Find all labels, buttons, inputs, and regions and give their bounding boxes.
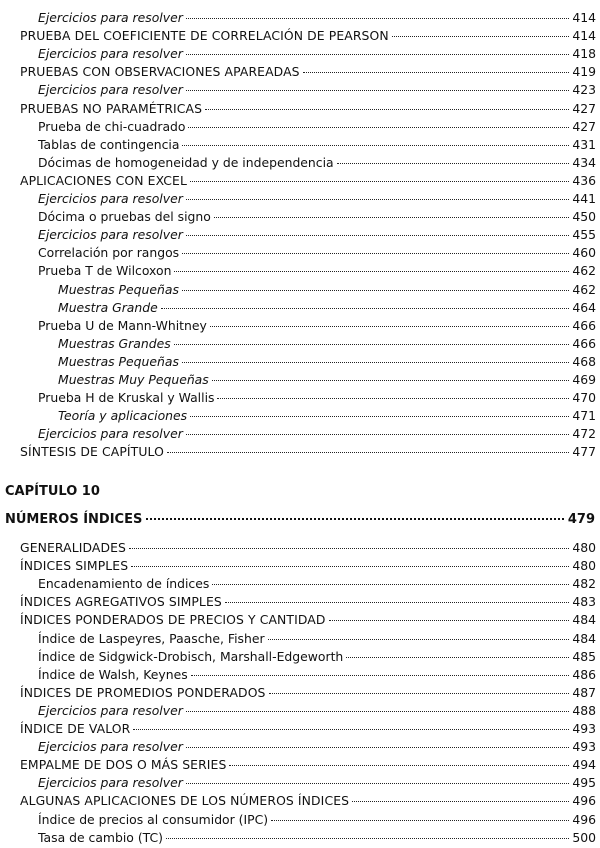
toc-entry-title: Muestras Muy Pequeñas <box>58 372 209 387</box>
toc-entry-page: 472 <box>572 426 596 442</box>
toc-entry-title: Muestras Pequeñas <box>58 281 179 297</box>
toc-entry-page: 419 <box>572 64 596 80</box>
toc-entry[interactable] <box>20 63 596 81</box>
toc-entry[interactable] <box>58 299 596 317</box>
dot-leader <box>392 36 570 37</box>
toc-entry-title: Prueba T de Wilcoxon <box>38 263 172 279</box>
toc-entry-title: Tasa de cambio (TC) <box>38 829 163 845</box>
dot-leader <box>182 290 569 291</box>
toc-entry[interactable] <box>38 774 596 792</box>
toc-entry-page: 480 <box>572 558 596 574</box>
dot-leader <box>167 452 569 453</box>
toc-entry[interactable] <box>38 648 596 666</box>
toc-entry-title: Prueba H de Kruskal y Wallis <box>38 390 215 406</box>
toc-entry-page: 462 <box>572 263 596 279</box>
toc-entry-title: Prueba U de Mann-Whitney <box>38 317 207 333</box>
toc-entry-page: 484 <box>572 630 596 646</box>
toc-entry-title: Dócima o pruebas del signo <box>38 209 211 225</box>
toc-entry[interactable] <box>38 244 596 262</box>
toc-entry-title: Encadenamiento de índices <box>38 576 210 592</box>
toc-entry-page: 466 <box>572 317 596 333</box>
toc-entry-title: Dócimas de homogeneidad y de independencia <box>38 154 334 170</box>
toc-entry[interactable] <box>58 281 596 299</box>
dot-leader <box>186 54 570 55</box>
toc-entry[interactable] <box>38 829 596 847</box>
toc-entry[interactable] <box>20 557 596 575</box>
toc-entry-page: 460 <box>572 245 596 261</box>
toc-entry-title: Correlación por rangos <box>38 245 180 261</box>
toc-entry[interactable] <box>38 118 596 136</box>
toc-entry[interactable] <box>20 539 596 557</box>
toc-entry-title: Tablas de contingencia <box>38 136 180 152</box>
toc-entry-title: ÍNDICE DE VALOR <box>20 721 131 736</box>
dot-leader <box>268 639 570 640</box>
toc-entry-title: Prueba de chi-cuadrado <box>38 118 186 134</box>
toc-entry[interactable] <box>38 45 596 63</box>
toc-entry[interactable] <box>38 389 596 407</box>
toc-entry-page: 495 <box>572 775 596 791</box>
toc-entry-page: 418 <box>572 46 596 62</box>
toc-entry-title: Teoría y aplicaciones <box>58 408 188 424</box>
toc-entry-title: Ejercicios para resolver <box>38 227 183 243</box>
dot-leader <box>210 326 570 327</box>
toc-entry-title: Muestras Grandes <box>58 335 171 351</box>
dot-leader <box>186 90 570 91</box>
toc-entry-page: 493 <box>572 721 596 736</box>
toc-entry-page: 488 <box>572 702 596 718</box>
toc-entry-page: 480 <box>572 540 596 555</box>
chapter-title-line[interactable] <box>5 512 595 532</box>
dot-leader <box>182 253 569 254</box>
toc-entry[interactable] <box>38 208 596 226</box>
dot-leader <box>212 584 569 585</box>
toc-entry-page: 423 <box>572 82 596 98</box>
dot-leader <box>129 548 569 549</box>
toc-entry-title: SÍNTESIS DE CAPÍTULO <box>20 444 164 460</box>
toc-entry-title: ÍNDICES AGREGATIVOS SIMPLES <box>20 594 222 610</box>
dot-leader <box>329 620 570 621</box>
toc-entry-page: 485 <box>572 648 596 664</box>
toc-entry[interactable] <box>20 27 596 45</box>
dot-leader <box>133 729 569 730</box>
dot-leader <box>188 127 569 128</box>
dot-leader <box>191 675 570 676</box>
toc-entry-page: 441 <box>572 191 596 206</box>
toc-entry[interactable] <box>38 630 596 648</box>
toc-entry-page: 427 <box>572 118 596 134</box>
dot-leader <box>186 711 570 712</box>
dot-leader <box>166 838 569 839</box>
dot-leader <box>182 362 569 363</box>
toc-entry-page: 483 <box>572 594 596 610</box>
dot-leader <box>186 235 570 236</box>
dot-leader <box>214 217 569 218</box>
toc-entry-title: Ejercicios para resolver <box>38 739 183 755</box>
dot-leader <box>337 163 570 164</box>
toc-entry-page: 455 <box>572 227 596 243</box>
toc-entry[interactable] <box>38 575 596 593</box>
toc-entry[interactable] <box>20 720 596 738</box>
toc-entry[interactable] <box>20 684 596 702</box>
toc-entry-page: 462 <box>572 281 596 297</box>
toc-entry-title: ALGUNAS APLICACIONES DE LOS NÚMEROS ÍNDICES <box>20 793 350 809</box>
toc-entry[interactable] <box>58 353 596 371</box>
toc-entry[interactable] <box>38 226 596 244</box>
toc-entry-page: 482 <box>572 576 596 592</box>
toc-entry[interactable] <box>38 738 596 756</box>
toc-entry-page: 496 <box>572 793 596 809</box>
toc-entry-title: Ejercicios para resolver <box>38 46 183 62</box>
toc-entry-title: PRUEBAS CON OBSERVACIONES APAREADAS <box>20 64 300 80</box>
toc-entry[interactable] <box>38 9 596 27</box>
toc-entry[interactable] <box>38 136 596 154</box>
dot-leader <box>229 765 569 766</box>
toc-entry[interactable] <box>58 407 596 425</box>
toc-entry-page: 470 <box>572 390 596 406</box>
dot-leader <box>186 199 570 200</box>
dot-leader <box>190 416 569 417</box>
toc-entry-page: 468 <box>572 353 596 369</box>
toc-entry-page: 414 <box>572 10 596 25</box>
toc-entry-page: 496 <box>572 811 596 827</box>
dot-leader <box>186 434 570 435</box>
toc-entry[interactable] <box>38 262 596 280</box>
dot-leader <box>190 181 569 182</box>
dot-leader <box>186 747 570 748</box>
chapter-page: 479 <box>567 512 595 527</box>
toc-entry[interactable] <box>38 425 596 443</box>
toc-entry[interactable] <box>38 190 596 208</box>
toc-entry[interactable] <box>38 317 596 335</box>
toc-entry-title: APLICACIONES CON EXCEL <box>20 172 187 188</box>
toc-entry-title: GENERALIDADES <box>20 540 127 555</box>
dot-leader <box>131 566 569 567</box>
toc-entry-page: 477 <box>572 444 596 460</box>
toc-entry-title: Índice de Laspeyres, Paasche, Fisher <box>38 630 265 646</box>
dot-leader <box>212 380 570 381</box>
toc-entry-page: 484 <box>572 612 596 628</box>
toc-entry-page: 466 <box>572 335 596 351</box>
toc-entry-title: ÍNDICES PONDERADOS DE PRECIOS Y CANTIDAD <box>20 612 326 628</box>
toc-entry[interactable] <box>20 593 596 611</box>
toc-entry-title: Ejercicios para resolver <box>38 82 183 98</box>
toc-entry-page: 436 <box>572 172 596 188</box>
toc-entry-title: Índice de Walsh, Keynes <box>38 666 188 682</box>
toc-entry[interactable] <box>20 611 596 629</box>
toc-entry-title: PRUEBA DEL COEFICIENTE DE CORRELACIÓN DE PEARSON <box>20 28 389 44</box>
toc-entry-title: PRUEBAS NO PARAMÉTRICAS <box>20 100 203 116</box>
toc-entry-page: 471 <box>572 408 596 424</box>
toc-entry-title: Ejercicios para resolver <box>38 426 183 442</box>
dot-leader <box>182 145 569 146</box>
toc-entry-page: 493 <box>572 739 596 755</box>
toc-entry[interactable] <box>20 792 596 810</box>
toc-entry-title: Ejercicios para resolver <box>38 775 183 791</box>
toc-entry-page: 450 <box>572 209 596 225</box>
toc-entry[interactable] <box>20 100 596 118</box>
toc-entry-title: ÍNDICES SIMPLES <box>20 558 129 574</box>
dot-leader <box>217 398 569 399</box>
dot-leader <box>346 657 569 658</box>
dot-leader <box>174 271 569 272</box>
dot-leader <box>186 783 570 784</box>
dot-leader <box>225 602 570 603</box>
toc-entry-title: ÍNDICES DE PROMEDIOS PONDERADOS <box>20 684 266 700</box>
toc-entry-title: Ejercicios para resolver <box>38 10 183 25</box>
dot-leader <box>186 18 570 19</box>
dot-leader <box>146 518 564 520</box>
toc-entry-page: 431 <box>572 136 596 152</box>
dot-leader <box>174 344 570 345</box>
toc-entry-title: Ejercicios para resolver <box>38 702 183 718</box>
toc-entry[interactable] <box>58 335 596 353</box>
toc-entry[interactable] <box>38 81 596 99</box>
toc-entry[interactable] <box>38 154 596 172</box>
dot-leader <box>303 72 570 73</box>
toc-entry-title: EMPALME DE DOS O MÁS SERIES <box>20 757 227 773</box>
toc-entry-page: 414 <box>572 28 596 44</box>
toc-entry-title: Índice de precios al consumidor (IPC) <box>38 811 269 827</box>
dot-leader <box>271 820 569 821</box>
toc-entry[interactable] <box>20 756 596 774</box>
toc-entry[interactable] <box>38 666 596 684</box>
chapter-label: CAPÍTULO 10 <box>5 484 100 499</box>
toc-entry-page: 494 <box>572 757 596 773</box>
toc-entry-page: 469 <box>572 372 596 387</box>
dot-leader <box>269 693 570 694</box>
toc-entry[interactable] <box>20 443 596 461</box>
toc-entry-page: 434 <box>572 154 596 170</box>
toc-entry-page: 464 <box>572 299 596 315</box>
dot-leader <box>205 109 569 110</box>
toc-entry-page: 487 <box>572 684 596 700</box>
toc-entry-page: 500 <box>572 829 596 845</box>
toc-entry-title: Ejercicios para resolver <box>38 191 183 206</box>
chapter-title: NÚMEROS ÍNDICES <box>5 512 143 527</box>
toc-entry[interactable] <box>38 811 596 829</box>
toc-entry[interactable] <box>38 702 596 720</box>
toc-entry-title: Índice de Sidgwick-Drobisch, Marshall-Edgeworth <box>38 648 344 664</box>
dot-leader <box>161 308 570 309</box>
dot-leader <box>352 801 569 802</box>
toc-entry-page: 486 <box>572 666 596 682</box>
toc-entry-page: 427 <box>572 100 596 116</box>
toc-entry-title: Muestras Pequeñas <box>58 353 179 369</box>
toc-entry-title: Muestra Grande <box>58 299 158 315</box>
toc-entry[interactable] <box>58 371 596 389</box>
toc-entry[interactable] <box>20 172 596 190</box>
